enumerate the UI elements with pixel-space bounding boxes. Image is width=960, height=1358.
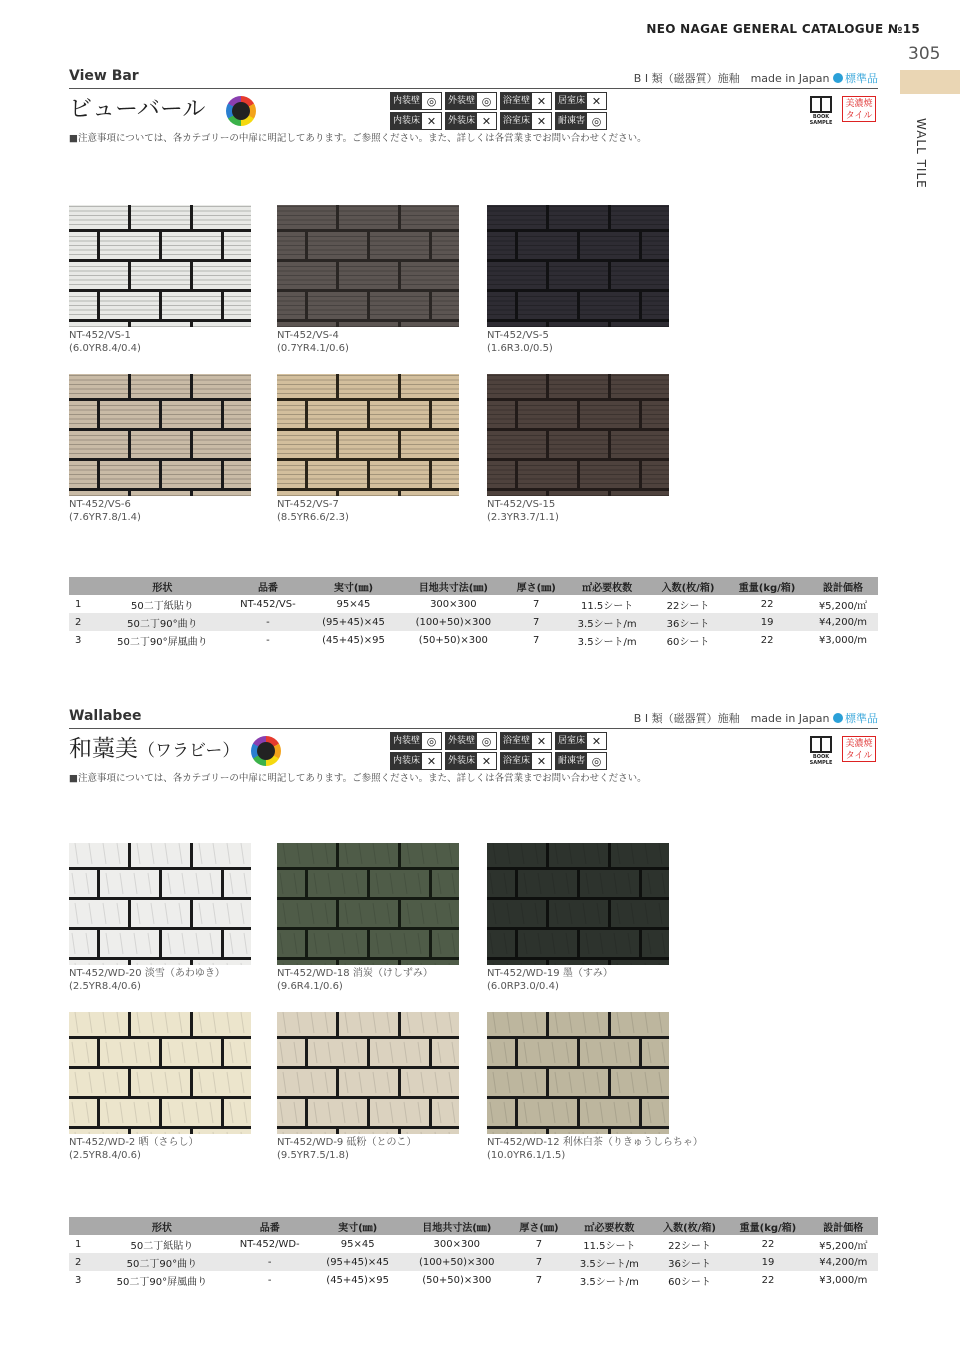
standard-dot-icon — [833, 73, 843, 83]
catalogue-header: NEO NAGAE GENERAL CATALOGUE №15 — [646, 22, 920, 36]
usage-mark: ✕ — [536, 94, 547, 108]
table-cell: ¥4,200/m — [809, 1253, 878, 1271]
usage-item — [445, 752, 497, 770]
title-jp-main: ビューバール — [69, 96, 206, 122]
tile-code: NT-452/WD-20 — [69, 968, 142, 979]
page-tab-marker — [900, 70, 960, 94]
table-cell: - — [267, 1274, 272, 1286]
table-cell: ¥3,000/m — [819, 1274, 868, 1286]
usage-item — [390, 732, 442, 750]
usage-label: 外装壁 — [446, 93, 477, 109]
tile-munsell: (9.5YR7.5/1.8) — [277, 1150, 349, 1161]
tile-swatch — [487, 1012, 669, 1134]
column-header: 入数(枚/箱) — [652, 1217, 728, 1235]
tile-code: NT-452/WD-2 — [69, 1137, 136, 1148]
usage-item — [500, 732, 552, 750]
tile-caption — [69, 498, 141, 524]
tile-code-line — [487, 329, 553, 342]
tile-pattern — [487, 205, 669, 327]
tile-caption — [487, 498, 559, 524]
column-header — [69, 577, 97, 595]
tile-munsell: (2.3YR3.7/1.1) — [487, 512, 559, 523]
table-row — [69, 631, 878, 649]
usage-item — [445, 92, 497, 110]
column-header: 目地共寸法(㎜) — [403, 1217, 511, 1235]
column-header: 形状 — [97, 1217, 227, 1235]
tile-pattern — [277, 205, 459, 327]
tile-pattern — [487, 374, 669, 496]
table-cell: (100+50)×300 — [399, 613, 508, 631]
tile-swatch — [277, 374, 459, 496]
tile-code: NT-452/VS-6 — [69, 499, 131, 510]
table-cell: 22シート — [668, 1240, 711, 1252]
table-cell: 22 — [761, 1238, 775, 1250]
usage-item — [500, 112, 552, 130]
tile-code-line — [277, 967, 433, 980]
usage-suitability-grid — [390, 92, 607, 130]
usage-suitability-grid — [390, 732, 607, 770]
usage-item — [390, 92, 442, 110]
tile-code-line — [487, 967, 613, 980]
tile-code-line — [69, 967, 225, 980]
tile-munsell: (6.0RP3.0/0.4) — [487, 981, 559, 992]
table-header-row — [69, 1217, 878, 1235]
usage-mark: ◎ — [481, 94, 492, 108]
tile-munsell: (2.5YR8.4/0.6) — [69, 1150, 141, 1161]
column-header: 設計価格 — [808, 577, 878, 595]
badge-line: タイル — [845, 111, 873, 121]
tile-munsell: (1.6R3.0/0.5) — [487, 343, 553, 354]
section-title-en: Wallabee — [69, 708, 142, 724]
usage-label: 浴室床 — [501, 753, 532, 769]
usage-item — [445, 112, 497, 130]
table-cell: 300×300 — [430, 598, 477, 610]
tile-color-name: 墨（すみ） — [562, 968, 613, 979]
tile-pattern — [69, 843, 251, 965]
tile-code: NT-452/VS-4 — [277, 330, 339, 341]
tile-pattern — [277, 1012, 459, 1134]
tile-swatch — [277, 1012, 459, 1134]
tile-caption — [487, 1136, 703, 1162]
usage-mark: ◎ — [591, 114, 602, 128]
tile-caption — [277, 1136, 416, 1162]
tile-color-name: 淡雪（あわゆき） — [144, 968, 225, 979]
table-cell: 11.5シート — [581, 600, 634, 612]
table-cell: NT-452/WD- — [239, 1238, 300, 1250]
table-row — [69, 613, 878, 631]
tile-color-name: 砥粉（とのこ） — [346, 1137, 417, 1148]
tile-swatch — [277, 205, 459, 327]
table-cell: ¥3,000/m — [818, 634, 868, 646]
table-cell: ¥5,200/㎡ — [818, 600, 868, 612]
standard-label: 標準品 — [845, 712, 878, 725]
tile-color-name: 利休白茶（りきゅうしらちゃ） — [562, 1137, 703, 1148]
side-tab-label: WALL TILE — [914, 118, 928, 189]
usage-item — [390, 752, 442, 770]
table-cell: 50二丁90°屏風曲り — [116, 1276, 208, 1288]
book-sample-label: BOOK SAMPLE — [809, 114, 833, 126]
usage-label: 内装床 — [391, 753, 422, 769]
table-cell: 7 — [535, 1238, 543, 1250]
table-cell: 19 — [726, 613, 808, 631]
classification: B I 類（磁器質）施釉 — [633, 712, 740, 725]
table-cell: 7 — [535, 1274, 543, 1286]
caution-note: ■注意事項については、各カテゴリーの中扉に明記してあります。ご参照ください。また、詳しくは各営業までお問い合わせください。 — [69, 773, 647, 784]
tile-caption — [277, 967, 433, 993]
column-header: 実寸(㎜) — [313, 1217, 403, 1235]
tile-code: NT-452/WD-12 — [487, 1137, 560, 1148]
page-number: 305 — [908, 44, 941, 64]
table-cell: - — [228, 613, 308, 631]
book-icon — [810, 96, 832, 113]
usage-item — [390, 112, 442, 130]
table-cell: 22シート — [666, 600, 710, 612]
tile-pattern — [487, 843, 669, 965]
tile-swatch — [487, 843, 669, 965]
mino-tile-badge — [842, 96, 876, 122]
spec-table — [69, 1217, 878, 1289]
tile-pattern — [69, 205, 251, 327]
caution-note: ■注意事項については、各カテゴリーの中扉に明記してあります。ご参照ください。また、詳しくは各営業までお問い合わせください。 — [69, 133, 647, 144]
usage-item — [555, 752, 607, 770]
table-cell: 22 — [760, 598, 774, 610]
tile-code: NT-452/VS-7 — [277, 499, 339, 510]
book-icon — [810, 736, 832, 753]
made-in: made in Japan — [750, 72, 830, 85]
table-cell: ¥4,200/m — [808, 613, 878, 631]
table-cell: 7 — [533, 634, 540, 646]
section-title-jp — [69, 730, 239, 763]
table-header-row — [69, 577, 878, 595]
standard-dot-icon — [833, 713, 843, 723]
column-header: 目地共寸法(㎜) — [399, 577, 508, 595]
column-header: 入数(枚/箱) — [650, 577, 726, 595]
mino-tile-badge — [842, 736, 876, 762]
table-cell: 60シート — [668, 1276, 711, 1288]
section-title-jp — [69, 90, 205, 123]
tile-code: NT-452/VS-15 — [487, 499, 556, 510]
usage-item — [445, 732, 497, 750]
title-rule — [69, 728, 878, 729]
usage-mark: ✕ — [536, 754, 547, 768]
table-cell: 95×45 — [340, 1238, 375, 1250]
tile-munsell: (8.5YR6.6/2.3) — [277, 512, 349, 523]
badge-line: 美濃焼 — [845, 739, 873, 749]
column-header: 設計価格 — [809, 1217, 878, 1235]
table-cell: 1 — [75, 598, 82, 610]
tile-caption — [69, 967, 225, 993]
usage-item — [500, 752, 552, 770]
usage-mark: ✕ — [426, 754, 437, 768]
tile-code-line — [487, 498, 559, 511]
table-cell: 50二丁紙貼り — [130, 1240, 194, 1252]
tile-munsell: (7.6YR7.8/1.4) — [69, 512, 141, 523]
table-cell: NT-452/VS- — [240, 598, 296, 610]
tile-pattern — [277, 374, 459, 496]
table-cell: 2 — [69, 613, 97, 631]
classification: B I 類（磁器質）施釉 — [633, 72, 740, 85]
column-header: 品番 — [228, 577, 308, 595]
book-sample-icon — [806, 736, 836, 766]
table-cell: (95+45)×45 — [313, 1253, 403, 1271]
usage-mark: ✕ — [536, 734, 547, 748]
usage-mark: ✕ — [591, 94, 602, 108]
table-cell: 11.5シート — [583, 1240, 636, 1252]
usage-label: 内装壁 — [391, 93, 422, 109]
usage-label: 浴室壁 — [501, 733, 532, 749]
tile-caption — [487, 967, 613, 993]
tile-munsell: (2.5YR8.4/0.6) — [69, 981, 141, 992]
tile-swatch — [69, 205, 251, 327]
table-cell: 3 — [75, 634, 82, 646]
table-cell: 22 — [761, 1274, 775, 1286]
title-jp-main: 和藁美 — [69, 736, 138, 762]
tile-code: NT-452/WD-19 — [487, 968, 560, 979]
tile-swatch — [69, 374, 251, 496]
standard-label: 標準品 — [845, 72, 878, 85]
table-cell: 19 — [727, 1253, 808, 1271]
table-cell: 3 — [75, 1274, 82, 1286]
usage-mark: ◎ — [591, 754, 602, 768]
tile-munsell: (6.0YR8.4/0.4) — [69, 343, 141, 354]
tile-color-name: 消炭（けしずみ） — [352, 968, 433, 979]
tile-code-line — [277, 329, 349, 342]
column-header: ㎡必要枚数 — [565, 577, 650, 595]
tile-caption — [69, 329, 141, 355]
tile-color-name: 晒（さらし） — [138, 1137, 199, 1148]
table-cell: - — [266, 634, 270, 646]
tile-code-line — [69, 498, 141, 511]
badge-line: 美濃焼 — [845, 99, 873, 109]
usage-label: 居室床 — [556, 93, 587, 109]
usage-mark: ◎ — [481, 734, 492, 748]
usage-item — [500, 92, 552, 110]
tile-munsell: (10.0YR6.1/1.5) — [487, 1150, 566, 1161]
column-header: 重量(kg/箱) — [727, 1217, 808, 1235]
table-cell: 300×300 — [433, 1238, 481, 1250]
usage-mark: ✕ — [426, 114, 437, 128]
usage-label: 外装床 — [446, 113, 477, 129]
made-in: made in Japan — [750, 712, 830, 725]
table-cell: 50二丁紙貼り — [131, 600, 194, 612]
title-jp-sub: （ワラビー） — [138, 741, 240, 761]
usage-item — [555, 92, 607, 110]
spec-table — [69, 577, 878, 649]
table-cell: (45+45)×95 — [322, 634, 385, 646]
tile-code: NT-452/WD-9 — [277, 1137, 344, 1148]
book-sample-icon — [806, 96, 836, 126]
tile-code-line — [69, 329, 141, 342]
tile-code: NT-452/VS-5 — [487, 330, 549, 341]
table-cell: 60シート — [666, 636, 710, 648]
tile-munsell: (9.6R4.1/0.6) — [277, 981, 343, 992]
tile-pattern — [69, 1012, 251, 1134]
usage-item — [555, 732, 607, 750]
table-cell: 3.5シート/m — [567, 1253, 652, 1271]
book-sample-label: BOOK SAMPLE — [809, 754, 833, 766]
table-cell: 3.5シート/m — [565, 613, 650, 631]
table-cell: 22 — [760, 634, 774, 646]
table-row — [69, 1253, 878, 1271]
table-cell: 7 — [533, 598, 540, 610]
column-header — [69, 1217, 97, 1235]
usage-label: 内装壁 — [391, 733, 422, 749]
tile-code-line — [487, 1136, 703, 1149]
table-cell: 2 — [69, 1253, 97, 1271]
column-header: 重量(kg/箱) — [726, 577, 808, 595]
table-cell: (50+50)×300 — [418, 634, 488, 646]
table-row — [69, 1271, 878, 1289]
section-title-en: View Bar — [69, 68, 139, 84]
tile-code: NT-452/VS-1 — [69, 330, 131, 341]
tile-caption — [487, 329, 553, 355]
table-cell: 7 — [511, 1253, 567, 1271]
table-row — [69, 595, 878, 613]
product-info — [634, 70, 878, 86]
table-cell: 50二丁90°屏風曲り — [117, 636, 208, 648]
column-header: 形状 — [97, 577, 228, 595]
usage-mark: ✕ — [481, 114, 492, 128]
column-header: 実寸(㎜) — [308, 577, 399, 595]
tile-code-line — [277, 1136, 416, 1149]
tile-pattern — [487, 1012, 669, 1134]
column-header: ㎡必要枚数 — [567, 1217, 652, 1235]
tile-swatch — [487, 374, 669, 496]
badge-line: タイル — [845, 751, 873, 761]
usage-mark: ✕ — [591, 734, 602, 748]
eco-friendly-icon — [251, 736, 281, 766]
usage-mark: ✕ — [481, 754, 492, 768]
usage-label: 居室床 — [556, 733, 587, 749]
column-header: 厚さ(㎜) — [511, 1217, 567, 1235]
table-cell: (45+45)×95 — [326, 1274, 390, 1286]
table-cell: ¥5,200/㎡ — [819, 1240, 868, 1252]
title-rule — [69, 88, 878, 89]
table-cell: 36シート — [652, 1253, 728, 1271]
table-cell: 36シート — [650, 613, 726, 631]
usage-label: 内装床 — [391, 113, 422, 129]
tile-caption — [277, 498, 349, 524]
tile-swatch — [277, 843, 459, 965]
table-cell: 95×45 — [336, 598, 371, 610]
usage-mark: ◎ — [426, 734, 437, 748]
tile-caption — [69, 1136, 198, 1162]
usage-mark: ◎ — [426, 94, 437, 108]
usage-label: 浴室壁 — [501, 93, 532, 109]
tile-pattern — [69, 374, 251, 496]
tile-code-line — [277, 498, 349, 511]
table-cell: (95+45)×45 — [308, 613, 399, 631]
table-cell: (100+50)×300 — [403, 1253, 511, 1271]
tile-code-line — [69, 1136, 198, 1149]
table-cell: 1 — [75, 1238, 82, 1250]
usage-label: 外装床 — [446, 753, 477, 769]
usage-item — [555, 112, 607, 130]
usage-label: 外装壁 — [446, 733, 477, 749]
tile-swatch — [69, 843, 251, 965]
column-header: 品番 — [227, 1217, 313, 1235]
tile-munsell: (0.7YR4.1/0.6) — [277, 343, 349, 354]
usage-mark: ✕ — [536, 114, 547, 128]
tile-caption — [277, 329, 349, 355]
eco-friendly-icon — [226, 96, 256, 126]
column-header: 厚さ(㎜) — [508, 577, 565, 595]
table-cell: - — [227, 1253, 313, 1271]
table-cell: 50二丁90°曲り — [97, 1253, 227, 1271]
tile-pattern — [277, 843, 459, 965]
tile-swatch — [69, 1012, 251, 1134]
tile-swatch — [487, 205, 669, 327]
tile-code: NT-452/WD-18 — [277, 968, 350, 979]
table-cell: 3.5シート/m — [577, 636, 637, 648]
usage-label: 耐凍害 — [556, 113, 587, 129]
usage-label: 浴室床 — [501, 113, 532, 129]
usage-label: 耐凍害 — [556, 753, 587, 769]
table-cell: 7 — [508, 613, 565, 631]
product-info — [634, 710, 878, 726]
table-row — [69, 1235, 878, 1253]
table-cell: 3.5シート/m — [579, 1276, 639, 1288]
table-cell: (50+50)×300 — [422, 1274, 492, 1286]
table-cell: 50二丁90°曲り — [97, 613, 228, 631]
